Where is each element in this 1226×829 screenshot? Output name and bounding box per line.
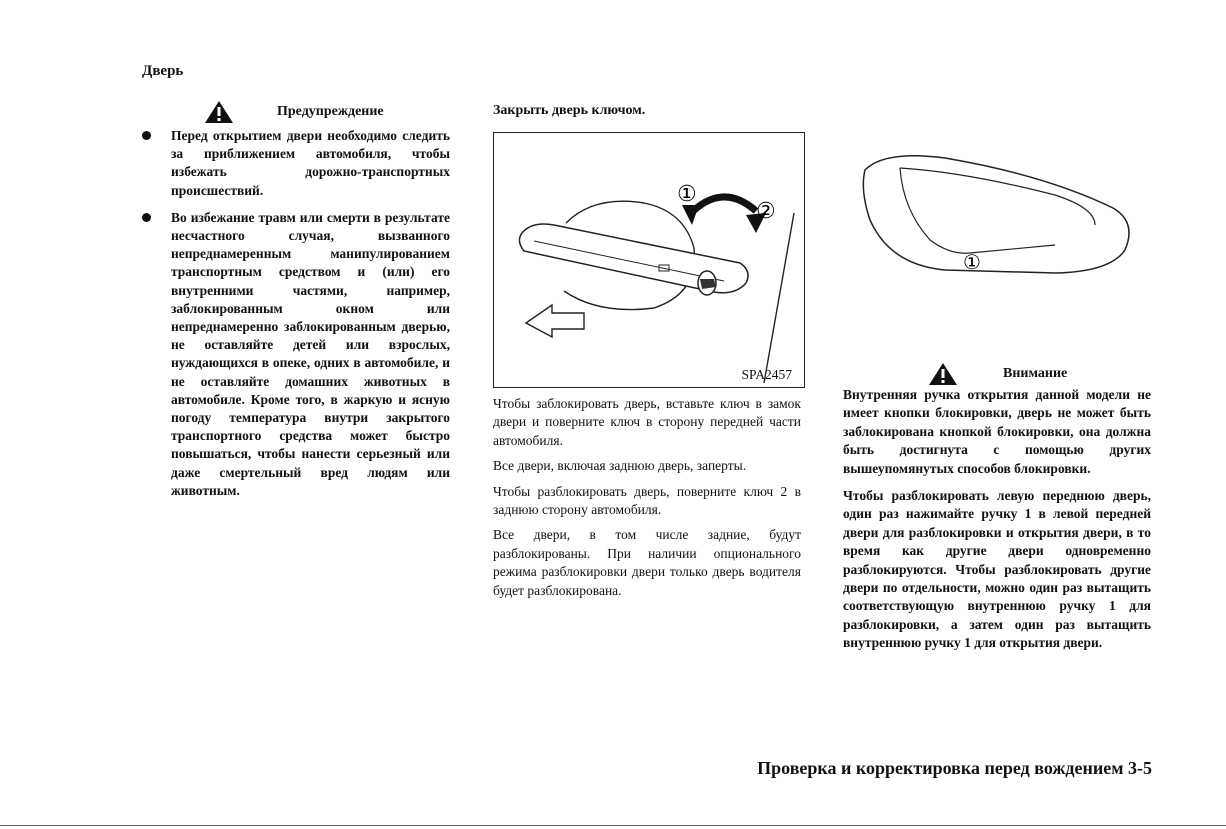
- paragraph: Все двери, в том числе задние, будут разблокированы. При наличии опционального режима разблокировки двери только дверь водителя будет разблокирована.: [493, 527, 801, 598]
- section-title: Дверь: [142, 63, 184, 79]
- divider: [0, 825, 1226, 826]
- warning-title: Предупреждение: [277, 104, 384, 119]
- warning-triangle-icon: [928, 362, 958, 386]
- caution-text: Внутренняя ручка открытия данной модели не имеет кнопки блокировки, дверь не может быть заблокирована кнопкой блокировки, она должна быть достигнута с помощью других вышеупомянутых способов блокировки.: [843, 387, 1151, 476]
- warning-header: [200, 100, 450, 124]
- key-lock-title: Закрыть дверь ключом.: [493, 103, 646, 118]
- callout-1: ①: [677, 182, 697, 207]
- bullet-icon: [142, 213, 151, 222]
- key-lock-text: [493, 395, 801, 607]
- inner-handle-illustration: [855, 150, 1135, 280]
- warning-item-text: Во избежание травм или смерти в результате несчастного случая, вызванного непреднамеренным манипулированием транспортным средством и (или) его внутренними частями, например, заблокированным окном или непреднамеренно заблокированным дверью, не оставляйте детей или взрослых, нуждающихся в опеке, одних в автомобиле, и не оставляйте домашних животных в автомобиле. Кроме того, в жаркую и ясную погоду температура внутри закрытого транспортного средства может быстро повышаться, чтобы нанести серьезный или даже смертельный вред людям или животным.: [171, 209, 450, 498]
- warning-triangle-icon: [204, 100, 234, 124]
- warning-list: [142, 127, 450, 509]
- figure-code: SPA2457: [741, 367, 792, 382]
- paragraph: Чтобы заблокировать дверь, вставьте ключ в замок двери и поверните ключ в сторону передней части автомобиля.: [493, 396, 801, 448]
- page-footer: Проверка и корректировка перед вождением 3-5: [757, 758, 1152, 778]
- paragraph: Все двери, включая заднюю дверь, заперты.: [493, 458, 747, 474]
- warning-item: [142, 209, 450, 500]
- warning-item-text: Перед открытием двери необходимо следить за приближением автомобиля, чтобы избежать дорожно-транспортных происшествий.: [171, 128, 450, 198]
- caution-text-block: [843, 386, 1151, 662]
- inner-handle-figure: [855, 150, 1135, 280]
- paragraph: Чтобы разблокировать левую переднюю дверь, один раз нажимайте ручку 1 в левой передней двери для разблокировки и открытия двери, в то время как другие двери одновременно разблокируются. Чтобы разблокировать другие двери по отдельности, можно один раз вытащить соответствующую внутреннюю ручку 1 для разблокировки, а затем один раз вытащить внутреннюю ручку 1 для открытия двери.: [843, 488, 1151, 651]
- callout-2: ②: [756, 199, 776, 224]
- caution-title: Внимание: [1003, 366, 1068, 381]
- caution-header: [843, 362, 1151, 386]
- key-lock-figure: [493, 132, 805, 388]
- bullet-icon: [142, 131, 151, 140]
- door-handle-key-illustration: [494, 133, 803, 386]
- warning-item: [142, 127, 450, 200]
- callout-1: ①: [963, 250, 981, 274]
- paragraph: Чтобы разблокировать дверь, поверните ключ 2 в заднюю сторону автомобиля.: [493, 483, 801, 518]
